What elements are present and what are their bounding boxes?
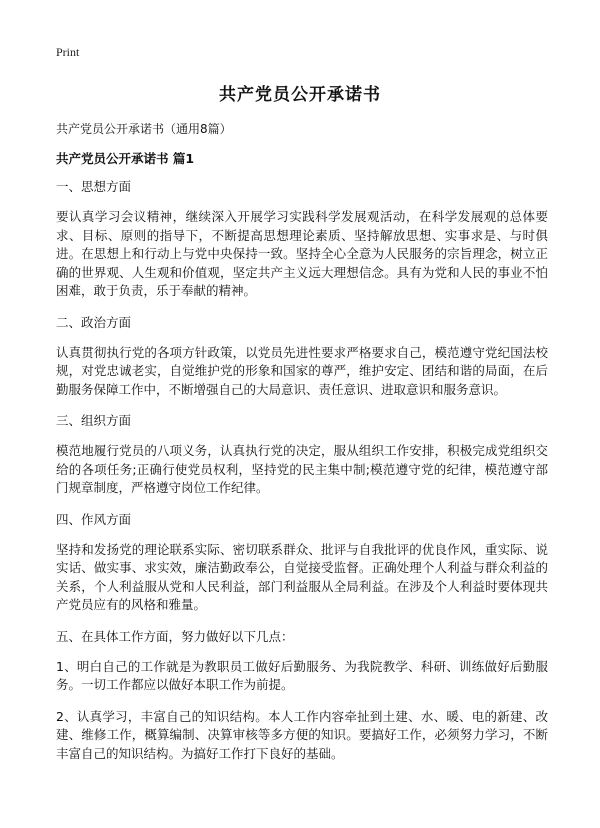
document-body — [56, 120, 548, 776]
section-heading-organization: 三、组织方面 — [56, 413, 132, 428]
section-heading-thought: 一、思想方面 — [56, 179, 132, 194]
document-title: 共产党员公开承诺书 — [219, 85, 381, 105]
print-link[interactable]: Print — [56, 45, 80, 59]
section-heading-specific-work: 五、在具体工作方面，努力做好以下几点： — [56, 628, 294, 644]
paragraph-politics: 认真贯彻执行党的各项方针政策，以党员先进性要求严格要求自己，模范遵守党纪国法校规，对党忠诚老实，自觉维护党的形象和国家的尊严，维护安定、团结和谐的局面，在后勤服务保障工作中，不断增强自己的大局意识、责任意识、进取意识和服务意识。 — [56, 344, 548, 397]
document-subtitle: 共产党员公开承诺书（通用8篇） — [56, 122, 232, 136]
section-heading-politics: 二、政治方面 — [56, 314, 132, 330]
section-heading-conduct: 四、作风方面 — [56, 511, 132, 527]
paragraph-conduct: 坚持和发扬党的理论联系实际、密切联系群众、批评与自我批评的优良作风，重实际、说实话、做实事、求实效，廉洁勤政奉公，自觉接受监督。正确处理个人利益与群众利益的关系，个人利益服从党和人民利益，部门利益服从全局利益。在涉及个人利益时要体现共产党员应有的风格和雅量。 — [56, 541, 548, 612]
article-title: 共产党员公开承诺书 篇1 — [56, 151, 195, 166]
paragraph-work-item-1: 1、明白自己的工作就是为教职员工做好后勤服务、为我院教学、科研、训练做好后勤服务。一切工作都应以做好本职工作为前提。 — [56, 658, 548, 692]
paragraph-organization: 模范地履行党员的八项义务，认真执行党的决定，服从组织工作安排，积极完成党组织交给的各项任务;正确行使党员权利，坚持党的民主集中制;模范遵守党的纪律，模范遵守部门规章制度，严格遵守岗位工作纪律。 — [56, 443, 548, 495]
paragraph-work-item-2: 2、认真学习，丰富自己的知识结构。本人工作内容牵扯到土建、水、暖、电的新建、改建、维修工作，概算编制、决算审核等多方便的知识。要搞好工作，必须努力学习，不断丰富自己的知识结构。为搞好工作打下良好的基础。 — [56, 708, 548, 761]
paragraph-thought: 要认真学习会议精神，继续深入开展学习实践科学发展观活动，在科学发展观的总体要求、目标、原则的指导下，不断提高思想理论素质、坚持解放思想、实事求是、与时俱进。在思想上和行动上与党中央保持一致。坚持全心全意为人民服务的宗旨理念，树立正确的世界观、人生观和价值观，坚定共产主义远大理想信念。具有为党和人民的事业不怕困难，敢于负责，乐于奉献的精神。 — [56, 209, 548, 298]
